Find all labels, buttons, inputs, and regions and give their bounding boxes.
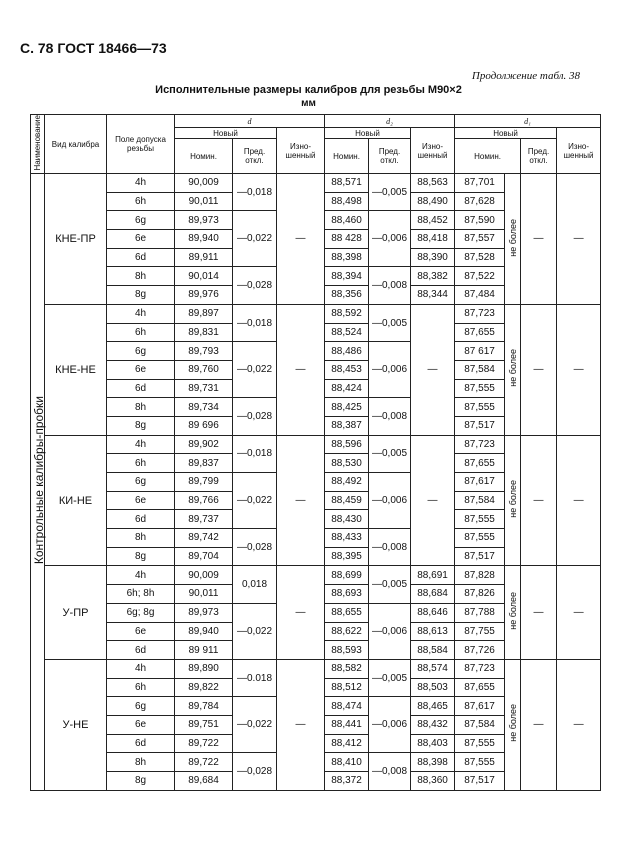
d-nominal: 89 911 <box>175 641 233 660</box>
d-limit-deviation: —0,018 <box>233 304 277 341</box>
d2-nominal: 88,512 <box>325 678 369 697</box>
d-nominal: 89,684 <box>175 772 233 791</box>
gauge-dimensions-table <box>30 114 601 791</box>
d2-nominal: 88,486 <box>325 342 369 361</box>
d1-nominal: 87 617 <box>455 342 505 361</box>
d1-worn: — <box>557 435 601 566</box>
d2-limit-deviation: —0,006 <box>369 697 411 753</box>
d-nominal: 89,737 <box>175 510 233 529</box>
d-worn: — <box>277 174 325 305</box>
d1-nominal: 87,723 <box>455 659 505 678</box>
d2-limit-deviation: —0,006 <box>369 473 411 529</box>
header-d1-worn: Изно-шенный <box>557 128 601 174</box>
d-nominal: 89,890 <box>175 659 233 678</box>
d2-worn: 88,490 <box>411 192 455 211</box>
d2-nominal: 88,460 <box>325 211 369 230</box>
header-d2-nominal: Номин. <box>325 139 369 174</box>
d-nominal: 89,973 <box>175 603 233 622</box>
d2-nominal: 88,596 <box>325 435 369 454</box>
tolerance-field: 6g <box>107 211 175 230</box>
d1-limit-note: не более <box>505 566 521 659</box>
table-title: Исполнительные размеры калибров для резьбы М90×2 <box>155 84 462 96</box>
d1-nominal: 87,617 <box>455 697 505 716</box>
tolerance-field: 6h <box>107 323 175 342</box>
d1-nominal: 87,584 <box>455 715 505 734</box>
d1-nominal: 87,517 <box>455 772 505 791</box>
d-nominal: 89 696 <box>175 416 233 435</box>
d-nominal: 89,793 <box>175 342 233 361</box>
d-limit-deviation: —0,028 <box>233 529 277 566</box>
d2-nominal: 88,356 <box>325 286 369 305</box>
d1-nominal: 87,655 <box>455 323 505 342</box>
d1-nominal: 87,555 <box>455 529 505 548</box>
table-body <box>31 174 601 791</box>
d2-worn: 88,382 <box>411 267 455 286</box>
tolerance-field: 8h <box>107 267 175 286</box>
d-nominal: 90,014 <box>175 267 233 286</box>
d-nominal: 89,784 <box>175 697 233 716</box>
tolerance-field: 8g <box>107 416 175 435</box>
d-nominal: 90,011 <box>175 192 233 211</box>
header-d-nominal: Номин. <box>175 139 233 174</box>
d2-worn: 88,684 <box>411 585 455 604</box>
d2-limit-deviation: —0,008 <box>369 267 411 304</box>
d1-nominal: 87,584 <box>455 491 505 510</box>
d2-worn: 88,403 <box>411 734 455 753</box>
d2-limit-deviation: —0,005 <box>369 304 411 341</box>
caliber-name: КНЕ-НЕ <box>45 304 107 435</box>
d1-limit-deviation: — <box>521 659 557 790</box>
d1-nominal: 87,723 <box>455 304 505 323</box>
d1-nominal: 87,828 <box>455 566 505 585</box>
d1-nominal: 87,557 <box>455 230 505 249</box>
d1-nominal: 87,826 <box>455 585 505 604</box>
header-d1-new: Новый <box>455 128 557 139</box>
d2-nominal: 88,441 <box>325 715 369 734</box>
d2-worn: 88,646 <box>411 603 455 622</box>
header-d2-new: Новый <box>325 128 411 139</box>
tolerance-field: 8g <box>107 286 175 305</box>
caliber-name: КИ-НЕ <box>45 435 107 566</box>
d1-limit-deviation: — <box>521 566 557 659</box>
header-d1: d₁ <box>455 115 601 128</box>
d-nominal: 89,731 <box>175 379 233 398</box>
d2-nominal: 88,699 <box>325 566 369 585</box>
d2-worn: — <box>411 304 455 435</box>
tolerance-field: 6h; 8h <box>107 585 175 604</box>
d1-nominal: 87,555 <box>455 398 505 417</box>
continuation-note: Продолжение табл. 38 <box>471 70 580 82</box>
d2-nominal: 88,459 <box>325 491 369 510</box>
tolerance-field: 8h <box>107 753 175 772</box>
d2-nominal: 88,410 <box>325 753 369 772</box>
d2-worn: 88,691 <box>411 566 455 585</box>
d2-worn: 88,584 <box>411 641 455 660</box>
d2-worn: 88,574 <box>411 659 455 678</box>
d-worn: — <box>277 435 325 566</box>
header-d-new: Новый <box>175 128 277 139</box>
d2-nominal: 88,398 <box>325 248 369 267</box>
d1-nominal: 87,617 <box>455 473 505 492</box>
d2-worn: 88,398 <box>411 753 455 772</box>
d-limit-deviation: —0,022 <box>233 211 277 267</box>
d2-nominal: 88,592 <box>325 304 369 323</box>
caliber-name: У-НЕ <box>45 659 107 790</box>
d2-nominal: 88,498 <box>325 192 369 211</box>
table-row <box>31 566 601 585</box>
tolerance-field: 6d <box>107 248 175 267</box>
d1-nominal: 87,584 <box>455 360 505 379</box>
d1-nominal: 87,655 <box>455 454 505 473</box>
tolerance-field: 6g; 8g <box>107 603 175 622</box>
caliber-name: КНЕ-ПР <box>45 174 107 305</box>
tolerance-field: 4h <box>107 435 175 454</box>
header-name: Наименование <box>31 115 45 174</box>
d-limit-deviation: —0,028 <box>233 267 277 304</box>
d2-nominal: 88,655 <box>325 603 369 622</box>
d-nominal: 89,751 <box>175 715 233 734</box>
d2-worn: 88,360 <box>411 772 455 791</box>
d1-nominal: 87,655 <box>455 678 505 697</box>
d-nominal: 90,011 <box>175 585 233 604</box>
d-nominal: 89,734 <box>175 398 233 417</box>
d1-nominal: 87,788 <box>455 603 505 622</box>
d2-limit-deviation: —0,005 <box>369 435 411 472</box>
d2-limit-deviation: —0,006 <box>369 211 411 267</box>
d-nominal: 89,911 <box>175 248 233 267</box>
d2-limit-deviation: —0,008 <box>369 398 411 435</box>
d-nominal: 89,766 <box>175 491 233 510</box>
header-d: d <box>175 115 325 128</box>
d2-nominal: 88,582 <box>325 659 369 678</box>
d2-worn: 88,418 <box>411 230 455 249</box>
d2-nominal: 88,395 <box>325 547 369 566</box>
d-limit-deviation: —0,022 <box>233 697 277 753</box>
tolerance-field: 6e <box>107 622 175 641</box>
d1-worn: — <box>557 304 601 435</box>
d1-nominal: 87,590 <box>455 211 505 230</box>
tolerance-field: 6d <box>107 379 175 398</box>
d2-worn: 88,452 <box>411 211 455 230</box>
tolerance-field: 4h <box>107 174 175 193</box>
d2-nominal: 88,453 <box>325 360 369 379</box>
header-kind: Вид калибра <box>45 115 107 174</box>
d-nominal: 89,902 <box>175 435 233 454</box>
d2-nominal: 88,571 <box>325 174 369 193</box>
d-nominal: 89,722 <box>175 734 233 753</box>
d2-limit-deviation: —0,005 <box>369 174 411 211</box>
d-nominal: 89,722 <box>175 753 233 772</box>
table-row <box>31 304 601 323</box>
d-nominal: 89,940 <box>175 622 233 641</box>
group-label: Контрольные калибры-пробки <box>31 174 45 791</box>
d2-nominal: 88,394 <box>325 267 369 286</box>
table-row <box>31 174 601 193</box>
d2-nominal: 88 428 <box>325 230 369 249</box>
header-d2-limit: Пред. откл. <box>369 139 411 174</box>
d1-nominal: 87,555 <box>455 734 505 753</box>
d2-limit-deviation: —0,008 <box>369 529 411 566</box>
d1-limit-deviation: — <box>521 435 557 566</box>
d2-nominal: 88,433 <box>325 529 369 548</box>
d-nominal: 89,799 <box>175 473 233 492</box>
d2-nominal: 88,622 <box>325 622 369 641</box>
d2-limit-deviation: —0,005 <box>369 566 411 603</box>
d2-nominal: 88,372 <box>325 772 369 791</box>
d2-nominal: 88,693 <box>325 585 369 604</box>
d-limit-deviation: —0,018 <box>233 174 277 211</box>
d1-limit-deviation: — <box>521 174 557 305</box>
tolerance-field: 6g <box>107 697 175 716</box>
caliber-name: У-ПР <box>45 566 107 659</box>
tolerance-field: 4h <box>107 566 175 585</box>
tolerance-field: 6h <box>107 678 175 697</box>
d-nominal: 89,742 <box>175 529 233 548</box>
units-label: мм <box>301 98 316 109</box>
d2-worn: 88,432 <box>411 715 455 734</box>
d1-nominal: 87,555 <box>455 753 505 772</box>
d2-nominal: 88,412 <box>325 734 369 753</box>
tolerance-field: 6h <box>107 454 175 473</box>
d-nominal: 89,822 <box>175 678 233 697</box>
d2-nominal: 88,492 <box>325 473 369 492</box>
d2-limit-deviation: —0,005 <box>369 659 411 696</box>
d1-nominal: 87,755 <box>455 622 505 641</box>
d-nominal: 89,976 <box>175 286 233 305</box>
d1-nominal: 87,555 <box>455 379 505 398</box>
header-d-limit: Пред. откл. <box>233 139 277 174</box>
d-nominal: 89,831 <box>175 323 233 342</box>
tolerance-field: 6d <box>107 734 175 753</box>
d1-limit-note: не более <box>505 304 521 435</box>
header-tolerance: Поле допуска резьбы <box>107 115 175 174</box>
d-nominal: 89,704 <box>175 547 233 566</box>
d1-worn: — <box>557 174 601 305</box>
tolerance-field: 8g <box>107 772 175 791</box>
header-d1-nominal: Номин. <box>455 139 521 174</box>
d2-limit-deviation: —0,006 <box>369 603 411 659</box>
d1-limit-note: не более <box>505 435 521 566</box>
d1-worn: — <box>557 659 601 790</box>
d2-nominal: 88,424 <box>325 379 369 398</box>
d-limit-deviation: —0,022 <box>233 342 277 398</box>
d-worn: — <box>277 304 325 435</box>
tolerance-field: 8h <box>107 398 175 417</box>
d2-nominal: 88,524 <box>325 323 369 342</box>
tolerance-field: 6e <box>107 491 175 510</box>
tolerance-field: 6e <box>107 230 175 249</box>
tolerance-field: 6g <box>107 473 175 492</box>
d2-worn: 88,503 <box>411 678 455 697</box>
d1-nominal: 87,701 <box>455 174 505 193</box>
d1-limit-deviation: — <box>521 304 557 435</box>
tolerance-field: 4h <box>107 659 175 678</box>
d2-worn: 88,563 <box>411 174 455 193</box>
tolerance-field: 6g <box>107 342 175 361</box>
d-limit-deviation: —0,028 <box>233 753 277 790</box>
d-worn: — <box>277 659 325 790</box>
d1-nominal: 87,522 <box>455 267 505 286</box>
header-d2-worn: Изно-шенный <box>411 128 455 174</box>
d1-nominal: 87,723 <box>455 435 505 454</box>
d2-worn: 88,465 <box>411 697 455 716</box>
d2-nominal: 88,387 <box>325 416 369 435</box>
tolerance-field: 4h <box>107 304 175 323</box>
d1-limit-note: не более <box>505 659 521 790</box>
tolerance-field: 6d <box>107 510 175 529</box>
header-d2: d₂ <box>325 115 455 128</box>
d-limit-deviation: 0,018 <box>233 566 277 603</box>
d1-nominal: 87,517 <box>455 547 505 566</box>
d-nominal: 89,760 <box>175 360 233 379</box>
d2-worn: 88,344 <box>411 286 455 305</box>
d2-worn: 88,390 <box>411 248 455 267</box>
tolerance-field: 8h <box>107 529 175 548</box>
d2-worn: 88,613 <box>411 622 455 641</box>
d2-nominal: 88,474 <box>325 697 369 716</box>
d2-limit-deviation: —0,006 <box>369 342 411 398</box>
d1-limit-note: не более <box>505 174 521 305</box>
d-limit-deviation: —0,028 <box>233 398 277 435</box>
d1-nominal: 87,528 <box>455 248 505 267</box>
tolerance-field: 8g <box>107 547 175 566</box>
d2-nominal: 88,593 <box>325 641 369 660</box>
d1-worn: — <box>557 566 601 659</box>
d1-nominal: 87,726 <box>455 641 505 660</box>
table-row <box>31 435 601 454</box>
tolerance-field: 6h <box>107 192 175 211</box>
d-limit-deviation: —0,022 <box>233 603 277 659</box>
d-nominal: 89,897 <box>175 304 233 323</box>
tolerance-field: 6e <box>107 715 175 734</box>
d1-nominal: 87,628 <box>455 192 505 211</box>
d2-nominal: 88,430 <box>325 510 369 529</box>
d-limit-deviation: —0.018 <box>233 659 277 696</box>
d2-limit-deviation: —0,008 <box>369 753 411 790</box>
page-header: С. 78 ГОСТ 18466—73 <box>20 40 167 56</box>
d2-nominal: 88,530 <box>325 454 369 473</box>
d-nominal: 90,009 <box>175 566 233 585</box>
d-nominal: 89,837 <box>175 454 233 473</box>
d-nominal: 90,009 <box>175 174 233 193</box>
tolerance-field: 6d <box>107 641 175 660</box>
d2-nominal: 88,425 <box>325 398 369 417</box>
d1-nominal: 87,555 <box>455 510 505 529</box>
d-limit-deviation: —0,022 <box>233 473 277 529</box>
d2-worn: — <box>411 435 455 566</box>
table-row <box>31 659 601 678</box>
tolerance-field: 6e <box>107 360 175 379</box>
d1-nominal: 87,517 <box>455 416 505 435</box>
d-nominal: 89,940 <box>175 230 233 249</box>
header-d1-limit: Пред. откл. <box>521 139 557 174</box>
d-limit-deviation: —0,018 <box>233 435 277 472</box>
d-nominal: 89,973 <box>175 211 233 230</box>
d1-nominal: 87,484 <box>455 286 505 305</box>
header-d-worn: Изно-шенный <box>277 128 325 174</box>
d-worn: — <box>277 566 325 659</box>
